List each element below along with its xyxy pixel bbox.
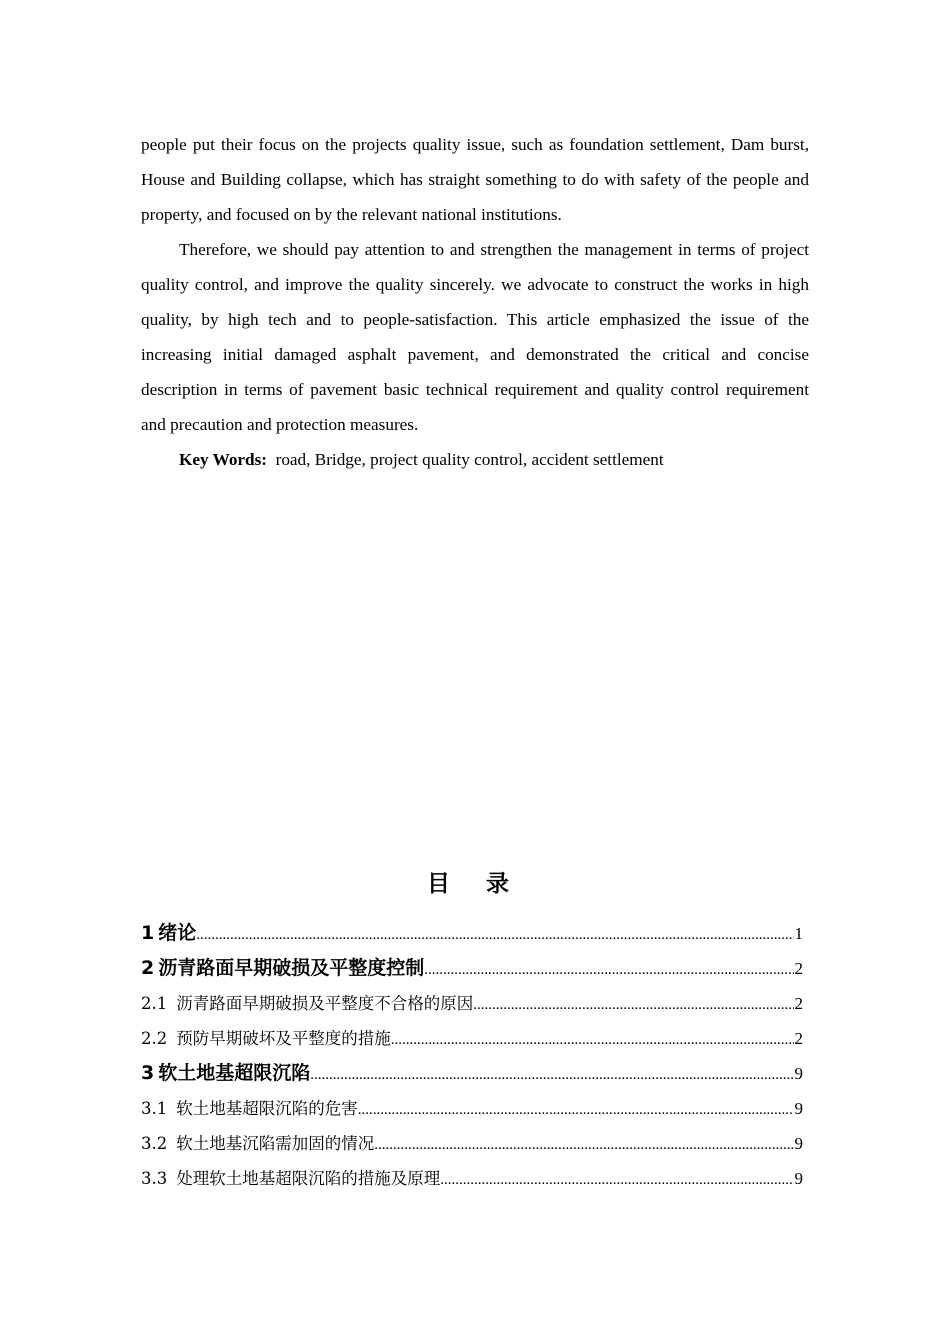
toc-entry-label: 软土地基超限沉陷	[158, 1062, 311, 1084]
toc-dot-leader	[358, 1093, 794, 1128]
toc-entry-label: 绪论	[158, 922, 197, 944]
toc-entry-label: 处理软土地基超限沉陷的措施及原理	[176, 1169, 441, 1188]
toc-entry[interactable]	[141, 1056, 803, 1091]
toc-entry[interactable]	[141, 1126, 803, 1161]
toc-entry[interactable]	[141, 951, 803, 986]
toc-dot-leader	[424, 953, 793, 988]
toc-entry-number: 1	[141, 922, 155, 944]
toc-dot-leader	[196, 918, 793, 953]
toc-page-number: 9	[794, 1169, 803, 1188]
toc-entry-number: 3.3	[141, 1169, 168, 1188]
toc-page-number: 9	[794, 1134, 803, 1153]
toc-entry-title	[141, 1126, 374, 1161]
toc-entry-number: 3.1	[141, 1099, 168, 1118]
toc-entry-number: 3.2	[141, 1134, 168, 1153]
toc-entry-number: 3	[141, 1062, 155, 1084]
toc-entry-label: 预防早期破坏及平整度的措施	[176, 1029, 391, 1048]
toc-entry-title	[141, 986, 473, 1021]
toc-entry[interactable]	[141, 986, 803, 1021]
toc-page-number: 2	[794, 994, 803, 1013]
toc-dot-leader	[440, 1163, 793, 1198]
toc-entry-title	[141, 916, 196, 951]
toc-page-number: 9	[794, 1064, 803, 1083]
english-abstract	[141, 127, 809, 477]
toc-entry-title	[141, 1161, 440, 1196]
keywords-text: road, Bridge, project quality control, accident settlement	[275, 450, 664, 469]
toc-dot-leader	[391, 1023, 794, 1058]
toc-page-number: 2	[794, 1029, 803, 1048]
toc-dot-leader	[374, 1128, 793, 1163]
toc-entry-title	[141, 1056, 310, 1091]
toc-entry-number: 2	[141, 957, 155, 979]
table-of-contents	[141, 916, 803, 1196]
toc-entry-title	[141, 951, 424, 986]
toc-entry[interactable]	[141, 1021, 803, 1056]
toc-entry[interactable]	[141, 916, 803, 951]
toc-dot-leader	[310, 1058, 793, 1093]
abstract-paragraph-2: Therefore, we should pay attention to and strengthen the management in terms of project quality control, and improve the quality sincerely. we advocate to construct the works in high quality, by high tech and to people-satisfaction. This article emphasized the issue of the increasing initial damaged asphalt pavement, and demonstrated the critical and concise description in terms of pavement basic technical requirement and quality control requirement and precaution and protection measures.	[141, 240, 809, 434]
toc-entry[interactable]	[141, 1091, 803, 1126]
toc-entry-title	[141, 1091, 358, 1126]
toc-title: 目 录	[426, 871, 523, 897]
keywords-line	[141, 442, 809, 477]
toc-dot-leader	[473, 988, 793, 1023]
toc-entry-number: 2.2	[141, 1029, 168, 1048]
toc-page-number: 2	[794, 959, 803, 978]
toc-page-number: 9	[794, 1099, 803, 1118]
toc-entry-label: 沥青路面早期破损及平整度控制	[158, 957, 425, 979]
abstract-paragraph-1: people put their focus on the projects quality issue, such as foundation settlement, Dam burst, House and Building collapse, which has straight something to do with safety of the people and property, and focused on by the relevant national institutions.	[141, 135, 809, 224]
toc-entry-label: 沥青路面早期破损及平整度不合格的原因	[176, 994, 474, 1013]
toc-entry-label: 软土地基超限沉陷的危害	[176, 1099, 358, 1118]
toc-entry-label: 软土地基沉陷需加固的情况	[176, 1134, 375, 1153]
keywords-label: Key Words:	[179, 450, 268, 469]
toc-entry[interactable]	[141, 1161, 803, 1196]
toc-page-number: 1	[794, 924, 803, 943]
toc-entry-title	[141, 1021, 391, 1056]
toc-entry-number: 2.1	[141, 994, 168, 1013]
